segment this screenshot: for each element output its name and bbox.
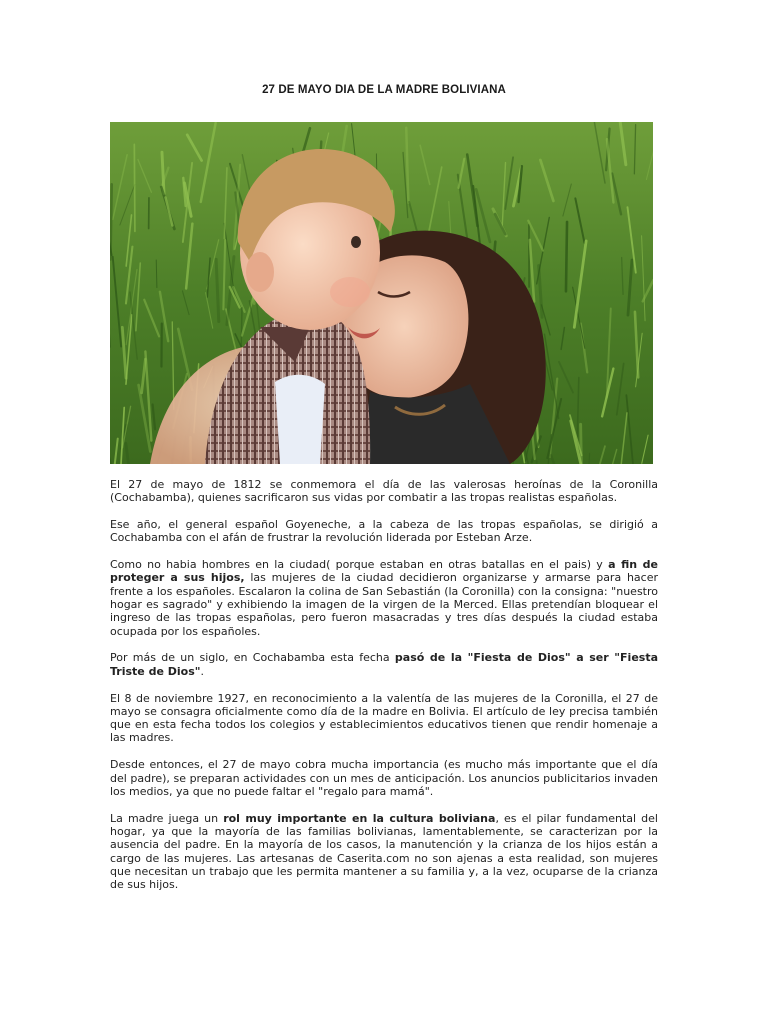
article-paragraph: [110, 651, 658, 678]
paragraph-text: La madre juega un: [110, 811, 224, 825]
article-paragraph: [110, 478, 658, 505]
paragraph-text: , es el pilar fundamental del hogar, ya que la mayoría de las familias bolivianas, lamentablemente, se caracterizan por la ausencia del padre. En la mayoría de los casos, la manutención y la crianza de los hijos están a cargo de las mujeres. Las artesanas de Caserita.com no son ajenas a esta realidad, son mujeres que necesitan un trabajo que les permita mantener a su familia y, a la vez, ocuparse de la crianza de sus hijos.: [110, 811, 658, 892]
article-paragraph: [110, 692, 658, 745]
article-body: [110, 478, 658, 905]
paragraph-text: .: [200, 664, 204, 678]
bold-text: rol muy importante en la cultura boliviana: [223, 811, 496, 825]
article-paragraph: [110, 518, 658, 545]
grass-blade: [581, 424, 582, 464]
bold-text: a fin de proteger a sus hijos,: [110, 558, 658, 585]
article-paragraph: [110, 758, 658, 798]
grass-blade: [156, 260, 157, 288]
page-title: 27 DE MAYO DIA DE LA MADRE BOLIVIANA: [262, 84, 506, 96]
paragraph-text: Desde entonces, el 27 de mayo cobra mucha importancia (es mucho más importante que el día del padre), se preparan actividades con un mes de anticipación. Los anuncios publicitarios invaden los medios, ya que no puede faltar el "regalo para mamá".: [110, 758, 658, 798]
grass-blade: [134, 144, 135, 231]
mother-and-child-photo: [110, 122, 653, 464]
paragraph-text: El 8 de noviembre 1927, en reconocimiento a la valentía de las mujeres de la Coronilla, el 27 de mayo se consagra oficialmente como día de la madre en Bolivia. El artículo de ley precisa también que en esta fecha todos los colegios y establecimientos educativos tienen que rendir homenaje a las madres.: [110, 691, 658, 745]
paragraph-text: Ese año, el general español Goyeneche, a la cabeza de las tropas españolas, se dirigió a Cochabamba con el afán de frustrar la revolución liderada por Esteban Arze.: [110, 518, 658, 545]
paragraph-text: Como no habia hombres en la ciudad( porque estaban en otras batallas en el pais) y: [110, 558, 609, 572]
article-paragraph: [110, 812, 658, 892]
bold-text: pasó de la "Fiesta de Dios" a ser "Fiesta Triste de Dios": [110, 651, 659, 678]
article-paragraph: [110, 558, 658, 638]
paragraph-text: Por más de un siglo, en Cochabamba esta fecha: [110, 651, 395, 665]
grass-blade: [537, 461, 538, 464]
paragraph-text: El 27 de mayo de 1812 se conmemora el día de las valerosas heroínas de la Coronilla (Cochabamba), quienes sacrificaron sus vidas por combatir a las tropas realistas españolas.: [110, 478, 658, 505]
grass-blade: [566, 222, 567, 291]
grass-blade: [111, 184, 112, 259]
paragraph-text: las mujeres de la ciudad decidieron organizarse y armarse para hacer frente a los españoles. Escalaron la colina de San Sebastián (la Coronilla) con la consigna: "nuestro hogar es sagrado" y exhibiendo la imagen de la virgen de la Merced. Ellas pretendían bloquear el ingreso de las tropas españolas, pero fueron masacradas y tres días después la ciudad estaba ocupada por los españoles.: [110, 571, 658, 638]
